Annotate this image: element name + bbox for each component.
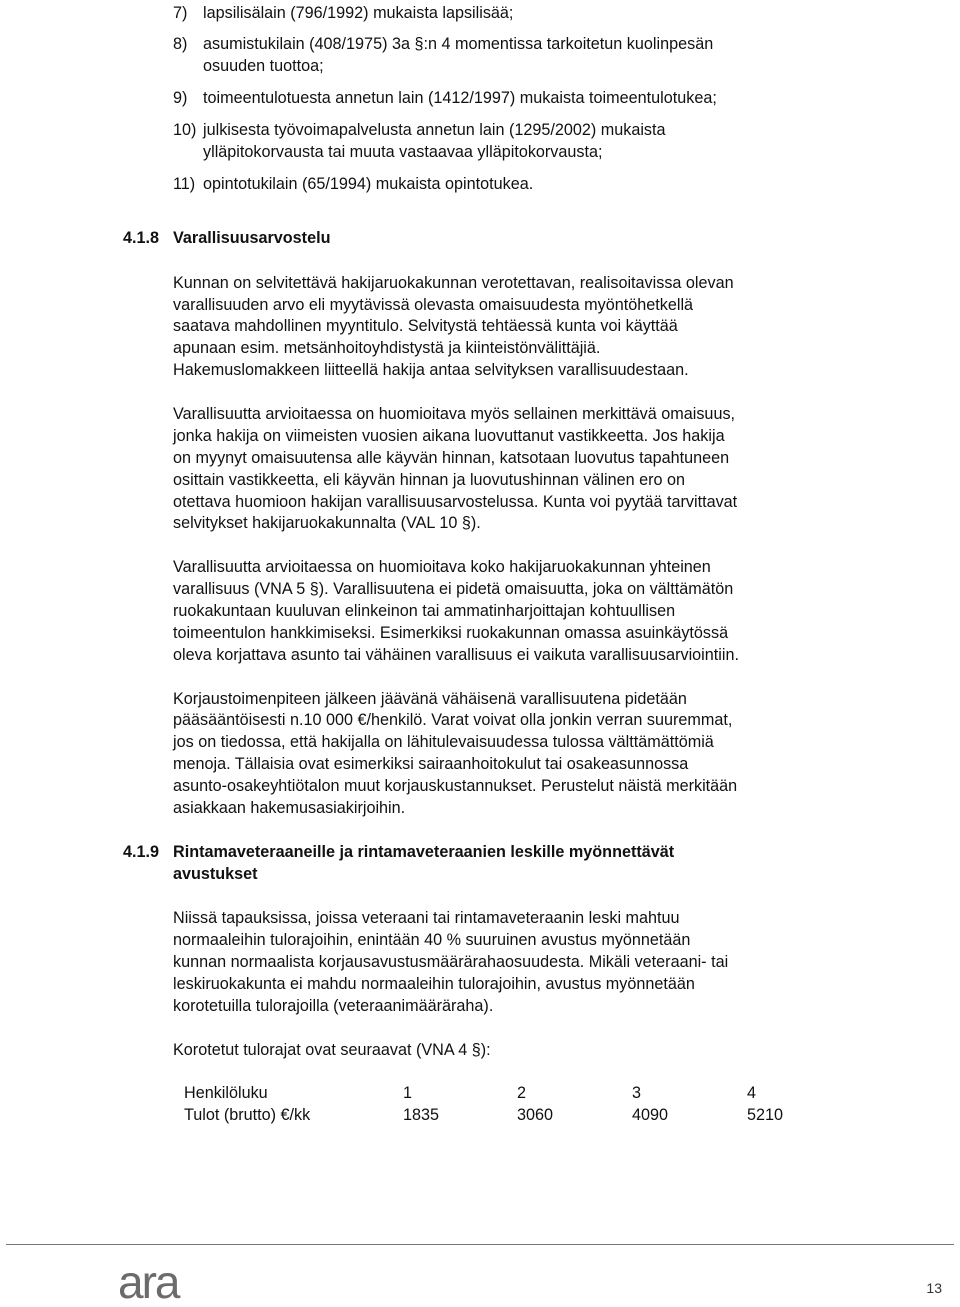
paragraph-line: Varallisuutta arvioitaessa on huomioitava koko hakijaruokakunnan yhteinen	[173, 558, 711, 576]
table-cell: 3	[632, 1084, 642, 1102]
section-number: 4.1.8	[123, 229, 160, 247]
section-title: Varallisuusarvostelu	[173, 229, 331, 247]
paragraph-line: saatava mahdollinen myyntitulo. Selvitystä tehtäessä kunta voi käyttää	[173, 317, 678, 335]
paragraph-line: toimeentulon hankkimiseksi. Esimerkiksi ruokakunnan omassa asuinkäytössä	[173, 624, 729, 642]
list-num: 10)	[173, 121, 197, 139]
footer-divider	[6, 1244, 954, 1245]
list-text: ylläpitokorvausta tai muuta vastaavaa ylläpitokorvausta;	[203, 143, 603, 161]
paragraph-line: selvitykset hakijaruokakunnalta (VAL 10 §).	[173, 514, 481, 532]
paragraph-line: Niissä tapauksissa, joissa veteraani tai rintamaveteraanin leski mahtuu	[173, 909, 680, 927]
paragraph-line: jos on tiedossa, että hakijalla on lähitulevaisuudessa tulossa välttämättömiä	[173, 733, 714, 751]
paragraph-line: Varallisuutta arvioitaessa on huomioitava myös sellainen merkittävä omaisuus,	[173, 405, 736, 423]
table-cell: 5210	[747, 1106, 784, 1124]
paragraph-line: ruokakuntaan kuuluvan elinkeinon tai ammatinharjoittajan kohtuullisen	[173, 602, 676, 620]
paragraph-line: pääsääntöisesti n.10 000 €/henkilö. Varat voivat olla jonkin verran suuremmat,	[173, 711, 733, 729]
paragraph-line: Kunnan on selvitettävä hakijaruokakunnan verotettavan, realisoitavissa olevan	[173, 274, 734, 292]
paragraph-line: kunnan normaalista korjausavustusmäärärahaosuudesta. Mikäli veteraani- tai	[173, 953, 729, 971]
table-row-label: Tulot (brutto) €/kk	[184, 1106, 311, 1124]
paragraph-line: menoja. Tällaisia ovat esimerkiksi sairaanhoitokulut tai osakeasunnossa	[173, 755, 689, 773]
paragraph-line: Korotetut tulorajat ovat seuraavat (VNA 4 §):	[173, 1041, 491, 1059]
ara-logo	[118, 1260, 190, 1304]
paragraph-line: on myynyt omaisuutensa alle käyvän hinnan, katsotaan luovutus tapahtuneen	[173, 449, 730, 467]
paragraph-line: apunaan esim. metsänhoitoyhdistystä ja kiinteistönvälittäjiä.	[173, 339, 601, 357]
section-title: avustukset	[173, 865, 258, 883]
paragraph-line: osittain vastikkeetta, eli käyvän hinnan ja luovutushinnan välinen ero on	[173, 471, 686, 489]
list-text: asumistukilain (408/1975) 3a §:n 4 momentissa tarkoitetun kuolinpesän	[203, 35, 714, 53]
table-row-label: Henkilöluku	[184, 1084, 268, 1102]
paragraph-line: asiakkaan hakemusasiakirjoihin.	[173, 799, 406, 817]
paragraph-line: oleva korjattava asunto tai vähäinen varallisuus ei vaikuta varallisuusarviointiin.	[173, 646, 739, 664]
list-num: 11)	[173, 175, 196, 193]
ara-logo-text: ara	[118, 1260, 179, 1304]
paragraph-line: varallisuuden arvo eli myytävissä olevasta omaisuudesta myöntöhetkellä	[173, 296, 694, 314]
paragraph-line: varallisuus (VNA 5 §). Varallisuutena ei pidetä omaisuutta, joka on välttämätön	[173, 580, 734, 598]
list-text: julkisesta työvoimapalvelusta annetun lain (1295/2002) mukaista	[203, 121, 666, 139]
list-text: osuuden tuottoa;	[203, 57, 324, 75]
table-cell: 4	[747, 1084, 757, 1102]
list-num: 8)	[173, 35, 188, 53]
table-cell: 3060	[517, 1106, 554, 1124]
section-title: Rintamaveteraaneille ja rintamaveteraanien leskille myönnettävät	[173, 843, 675, 861]
paragraph-line: otettava huomioon hakijan varallisuusarvostelussa. Kunta voi pyytää tarvittavat	[173, 493, 738, 511]
list-text: opintotukilain (65/1994) mukaista opintotukea.	[203, 175, 534, 193]
section-number: 4.1.9	[123, 843, 160, 861]
paragraph-line: Hakemuslomakkeen liitteellä hakija antaa selvityksen varallisuudestaan.	[173, 361, 689, 379]
list-text: lapsilisälain (796/1992) mukaista lapsilisää;	[203, 4, 514, 22]
table-cell: 2	[517, 1084, 527, 1102]
paragraph-line: normaaleihin tulorajoihin, enintään 40 % suuruinen avustus myönnetään	[173, 931, 691, 949]
list-num: 7)	[173, 4, 188, 22]
paragraph-line: korotetuilla tulorajoilla (veteraanimääräraha).	[173, 997, 494, 1015]
list-num: 9)	[173, 89, 188, 107]
paragraph-line: jonka hakija on viimeisten vuosien aikana luovuttanut vastikkeetta. Jos hakija	[173, 427, 725, 445]
table-cell: 4090	[632, 1106, 669, 1124]
table-cell: 1835	[403, 1106, 440, 1124]
paragraph-line: leskiruokakunta ei mahdu normaaleihin tulorajoihin, avustus myönnetään	[173, 975, 695, 993]
table-cell: 1	[403, 1084, 413, 1102]
list-text: toimeentulotuesta annetun lain (1412/1997) mukaista toimeentulotukea;	[203, 89, 717, 107]
paragraph-line: asunto-osakeyhtiötalon muut korjauskustannukset. Perustelut näistä merkitään	[173, 777, 738, 795]
page-number: 13	[926, 1280, 942, 1296]
paragraph-line: Korjaustoimenpiteen jälkeen jäävänä vähäisenä varallisuutena pidetään	[173, 690, 687, 708]
